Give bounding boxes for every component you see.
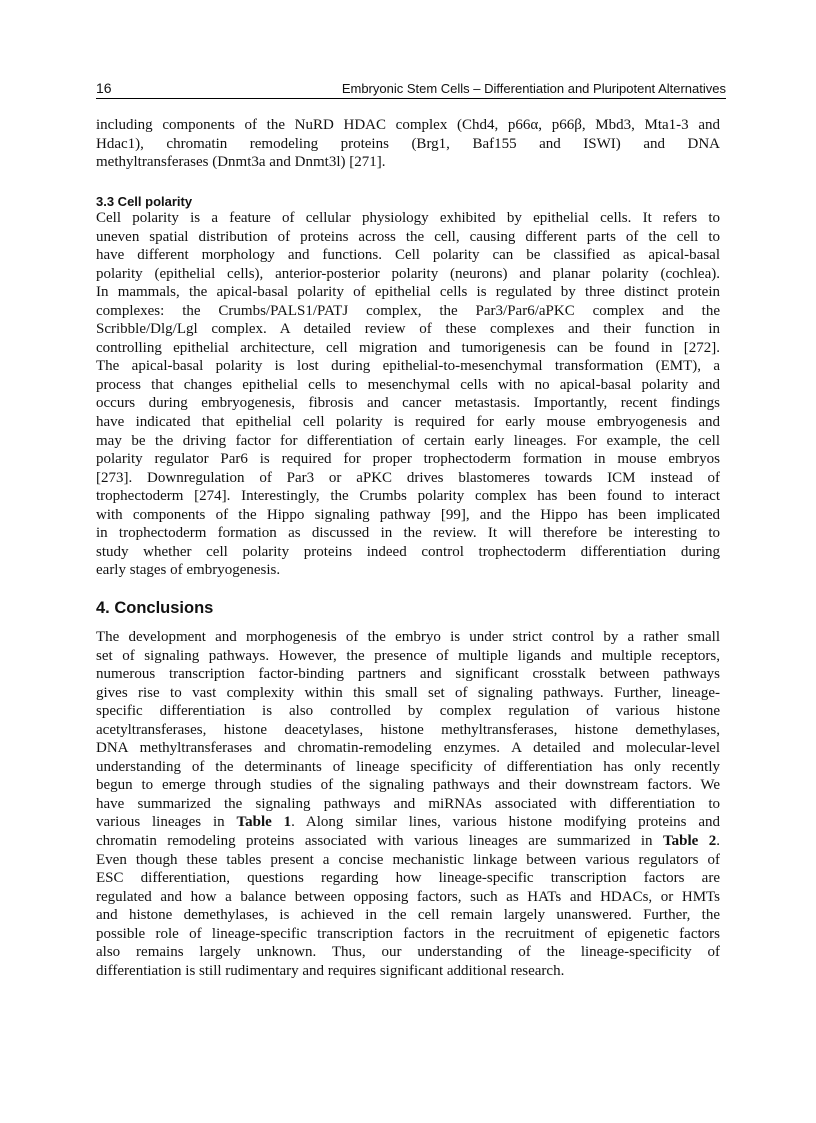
text-line: have summarized the signaling pathways and miRNAs associated with differentiation to [96, 795, 720, 812]
text-line: have different morphology and functions. Cell polarity can be classified as apical-basal [96, 247, 720, 264]
text-segment: . [716, 833, 720, 850]
text-line: trophectoderm [274]. Interestingly, the Crumbs polarity complex has been found to interact [96, 488, 720, 505]
text-segment: chromatin remodeling proteins associated with various lineages are summarized in [96, 833, 663, 850]
table-reference: Table 1 [236, 814, 292, 831]
text-line: regulated and how a balance between opposing factors, such as HATs and HDACs, or HMTs [96, 888, 720, 905]
text-line [96, 813, 720, 832]
text-line: Cell polarity is a feature of cellular physiology exhibited by epithelial cells. It refers to [96, 210, 720, 226]
text-line: and histone demethylases, is achieved in the cell remain largely unanswered. Further, the [96, 907, 720, 924]
text-line: have indicated that epithelial cell polarity is required for early mouse embryogenesis and [96, 414, 720, 431]
paragraph-conclusions [96, 628, 720, 980]
text-line: numerous transcription factor-binding partners and significant crosstalk between pathways [96, 666, 720, 683]
running-title: Embryonic Stem Cells – Differentiation and Pluripotent Alternatives [341, 81, 726, 96]
text-line: Scribble/Dlg/Lgl complex. A detailed review of these complexes and their function in [96, 321, 720, 338]
text-line: set of signaling pathways. However, the presence of multiple ligands and multiple receptors, [96, 647, 720, 664]
text-segment: . Along similar lines, various histone modifying proteins and [291, 814, 720, 831]
text-line: early stages of embryogenesis. [96, 562, 281, 579]
text-segment: various lineages in [96, 814, 237, 831]
text-line: In mammals, the apical-basal polarity of epithelial cells is regulated by three distinct protein [96, 284, 720, 301]
text-line: occurs during embryogenesis, fibrosis and cancer metastasis. Importantly, recent findings [96, 395, 720, 412]
text-line [96, 832, 720, 851]
text-line: [273]. Downregulation of Par3 or aPKC drives blastomeres towards ICM instead of [96, 469, 720, 486]
paragraph-cell-polarity [96, 209, 720, 580]
text-line: begun to emerge through studies of the signaling pathways and their downstream factors. We [96, 777, 720, 794]
text-line: complexes: the Crumbs/PALS1/PATJ complex, the Par3/Par6/aPKC complex and the [96, 302, 720, 319]
text-line: understanding of the determinants of lineage specificity of differentiation has only recently [96, 758, 720, 775]
table-reference: Table 2 [662, 833, 717, 850]
page-number: 16 [96, 80, 112, 96]
text-line: also remains largely unknown. Thus, our understanding of the lineage-specificity of [96, 944, 720, 961]
text-line: methyltransferases (Dnmt3a and Dnmt3l) [271]. [96, 154, 386, 171]
text-line: The apical-basal polarity is lost during epithelial-to-mesenchymal transformation (EMT), a [96, 358, 720, 375]
text-line: including components of the NuRD HDAC complex (Chd4, p66α, p66β, Mbd3, Mta1-3 and [96, 117, 720, 133]
text-line: study whether cell polarity proteins indeed control trophectoderm differentiation during [96, 543, 720, 560]
paragraph-continuation [96, 116, 720, 172]
text-line: ESC differentiation, questions regarding how lineage-specific transcription factors are [96, 870, 720, 887]
text-line: may be the driving factor for differentiation of certain early lineages. For example, the cell [96, 432, 720, 449]
text-line: Even though these tables present a concise mechanistic linkage between various regulators of [96, 851, 720, 868]
text-line: gives rise to vast complexity within this small set of signaling pathways. Further, lineage- [96, 684, 720, 701]
section-heading-conclusions: 4. Conclusions [96, 599, 214, 617]
text-line: The development and morphogenesis of the embryo is under strict control by a rather small [96, 629, 720, 645]
text-line: process that changes epithelial cells to mesenchymal cells with no apical-basal polarity and [96, 376, 720, 393]
running-header [96, 80, 726, 99]
text-line: controlling epithelial architecture, cell migration and tumorigenesis can be found in [272]. [96, 339, 720, 356]
text-line: possible role of lineage-specific transcription factors in the recruitment of epigenetic factors [96, 925, 720, 942]
section-heading-cell-polarity: 3.3 Cell polarity [96, 194, 193, 209]
text-line: specific differentiation is also controlled by complex regulation of various histone [96, 703, 720, 720]
text-line: polarity (epithelial cells), anterior-posterior polarity (neurons) and planar polarity (cochlea). [96, 265, 720, 282]
text-line: acetyltransferases, histone deacetylases, histone methyltransferases, histone demethylases, [96, 721, 720, 738]
text-line: with components of the Hippo signaling pathway [99], and the Hippo has been implicated [96, 506, 720, 523]
text-line: DNA methyltransferases and chromatin-remodeling enzymes. A detailed and molecular-level [96, 740, 720, 757]
text-line: polarity regulator Par6 is required for proper trophectoderm formation in mouse embryos [96, 451, 720, 468]
text-line: in trophectoderm formation as discussed in the review. It will therefore be interesting to [96, 525, 720, 542]
text-line: differentiation is still rudimentary and requires significant additional research. [96, 962, 565, 979]
text-line: uneven spatial distribution of proteins across the cell, causing different parts of the cell to [96, 228, 720, 245]
text-line: Hdac1), chromatin remodeling proteins (Brg1, Baf155 and ISWI) and DNA [96, 135, 720, 152]
